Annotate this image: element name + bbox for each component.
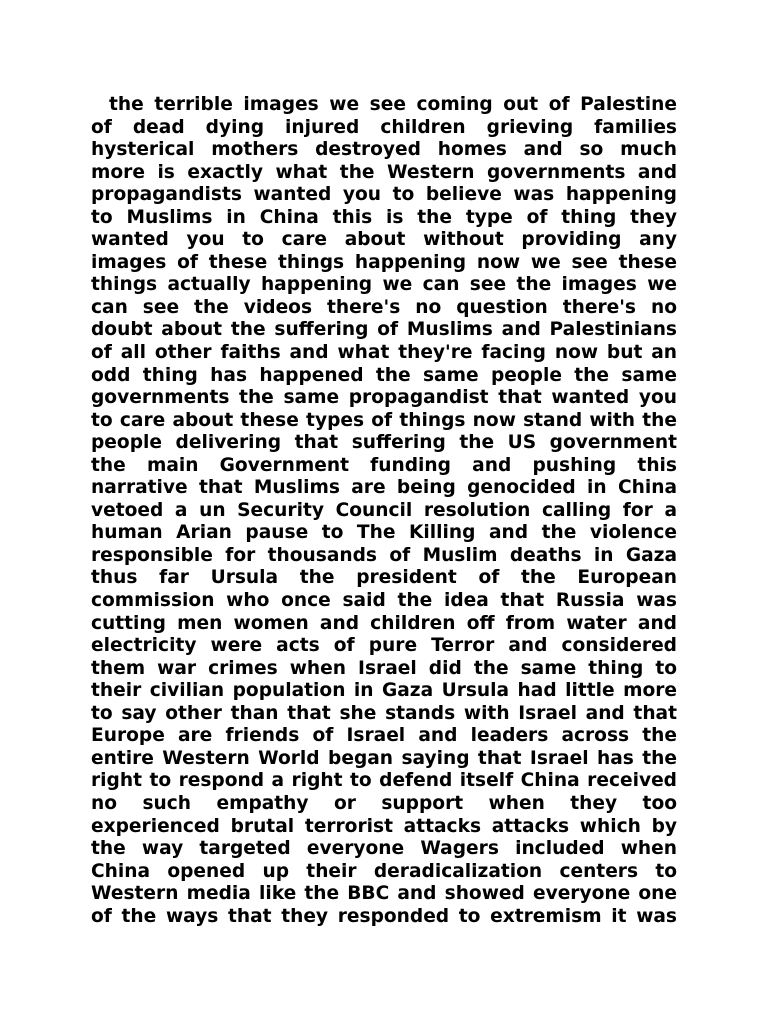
text-line: images of these things happening now we see these (91, 251, 677, 273)
text-line: to say other than that she stands with Israel and that (91, 702, 677, 724)
text-line: doubt about the suffering of Muslims and Palestinians (91, 319, 677, 341)
text-line: the terrible images we see coming out of Palestine (109, 94, 677, 115)
text-line: no such empathy or support when they too (91, 792, 677, 814)
text-line: to Muslims in China this is the type of thing they (91, 206, 677, 228)
text-line: entire Western World began saying that Israel has the (91, 747, 677, 769)
text-line: Western media like the BBC and showed everyone one (91, 883, 677, 905)
text-line: right to respond a right to defend itself China received (91, 770, 677, 792)
text-line: odd thing has happened the same people the same (91, 364, 677, 386)
body-text (91, 94, 677, 928)
text-line: governments the same propagandist that wanted you (91, 387, 677, 409)
text-line: the way targeted everyone Wagers included when (91, 838, 677, 860)
text-line: them war crimes when Israel did the same thing to (91, 657, 677, 679)
text-line: experienced brutal terrorist attacks attacks which by (91, 815, 677, 837)
text-line: of all other faiths and what they're facing now but an (91, 342, 677, 364)
text-line: of the ways that they responded to extremism it was (91, 905, 677, 927)
text-line: China opened up their deradicalization centers to (91, 860, 677, 882)
text-line: can see the videos there's no question there's no (91, 296, 677, 318)
text-line: wanted you to care about without providing any (91, 229, 677, 251)
text-line: electricity were acts of pure Terror and considered (91, 635, 677, 657)
text-line: cutting men women and children off from water and (91, 612, 677, 634)
text-line: thus far Ursula the president of the European (91, 567, 677, 589)
text-line: Europe are friends of Israel and leaders across the (91, 725, 677, 747)
text-line: vetoed a un Security Council resolution calling for a (91, 499, 677, 521)
text-line: human Arian pause to The Killing and the violence (91, 522, 677, 544)
text-line: people delivering that suffering the US government (91, 432, 677, 454)
text-line: propagandists wanted you to believe was happening (91, 184, 677, 206)
text-line: more is exactly what the Western governments and (91, 161, 677, 183)
text-line: of dead dying injured children grieving families (91, 116, 677, 138)
text-line: hysterical mothers destroyed homes and so much (91, 139, 677, 161)
text-line: to care about these types of things now stand with the (91, 409, 677, 431)
text-line: narrative that Muslims are being genocided in China (91, 477, 677, 499)
text-line: their civilian population in Gaza Ursula had little more (91, 680, 677, 702)
text-line: the main Government funding and pushing this (91, 454, 677, 476)
text-line: commission who once said the idea that Russia was (91, 590, 677, 612)
text-line: things actually happening we can see the images we (91, 274, 677, 296)
text-line: responsible for thousands of Muslim deaths in Gaza (91, 544, 677, 566)
